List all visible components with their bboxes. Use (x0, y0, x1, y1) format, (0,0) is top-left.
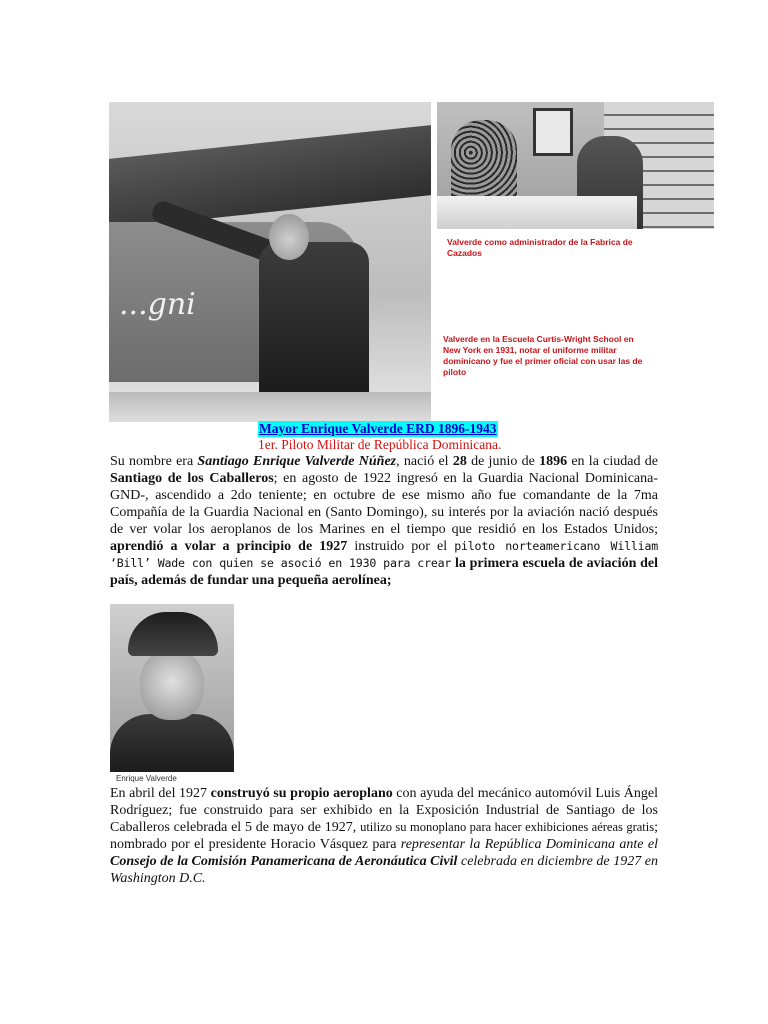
office-photo-caption: Valverde como administrador de la Fabrica de Cazados (447, 237, 633, 258)
text-run: , nació el (396, 454, 453, 469)
text-run: en la ciudad de (567, 454, 658, 469)
school-photo-caption: Valverde en la Escuela Curtis-Wright School en New York en 1931, notar el uniforme militar dominicano y fue el primer oficial con usar las de piloto (443, 334, 643, 377)
text-run: con ayuda del mecánico automóvil Luis Ángel Rodríguez; fue construido para ser exhibido en la Exposición Industrial de Santiago de los Caballeros celebrada el 5 de mayo de 1927, (110, 786, 658, 835)
full-name: Santiago Enrique Valverde Núñez (197, 454, 397, 469)
birth-city: Santiago de los Caballeros (110, 471, 274, 486)
built-airplane: construyó su propio aeroplano (210, 786, 393, 801)
portrait-caption: Enrique Valverde (116, 774, 177, 783)
portrait-photo (110, 604, 234, 772)
text-run: ; nombrado por el presidente Horacio Vásquez para (110, 820, 658, 852)
aviator-head (269, 214, 309, 260)
desk (437, 196, 637, 229)
birth-year: 1896 (539, 454, 568, 469)
plane-script-text: ...gni (119, 287, 196, 322)
office-photo (437, 102, 714, 229)
biography-paragraph-1 (110, 453, 658, 589)
military-cap (128, 612, 218, 656)
text-run: ; en agosto de 1922 ingresó en la Guardia Nacional Dominicana-GND-, ascendido a 2do teniente; en octubre de ese mismo año fue comandante de la 7ma Compañía de la Guardia Nacional en (Santo Domingo), su interés por la aviación nació después de ver volar los aeroplanos de los Marines en el tiempo que residió en los Estados Unidos; (110, 471, 658, 537)
wall-portrait (533, 108, 573, 156)
learned-to-fly: aprendió a volar a principio de 1927 (110, 539, 348, 554)
text-run: Su nombre era (110, 454, 198, 469)
face (140, 650, 204, 720)
page-title: Mayor Enrique Valverde ERD 1896-1943 (259, 421, 497, 436)
first-aviation-school: la primera escuela de aviación del país, además de fundar una pequeña aerolínea; (110, 556, 658, 588)
text-run-italic: representar la República Dominicana ante el (400, 837, 658, 852)
commission-name: Consejo de la Comisión Panamericana de Aeronáutica Civil (110, 854, 458, 869)
ground (109, 392, 431, 422)
birth-day: 28 (452, 454, 467, 469)
text-run: de junio de (466, 454, 540, 469)
text-run-mono: piloto norteamericano William ‘Bill’ Wade con quien se asoció en 1930 para crear (110, 539, 659, 570)
biography-paragraph-2 (110, 785, 658, 887)
text-run: instruido por el (347, 539, 455, 554)
aviator-photo (109, 102, 431, 422)
page-subtitle: 1er. Piloto Militar de República Dominicana. (258, 437, 502, 452)
text-run-italic: celebrada en diciembre de 1927 en Washington D.C. (110, 854, 658, 886)
text-run-small: utilizo su monoplano para hacer exhibiciones aéreas gratis (360, 820, 655, 834)
uniform (110, 714, 234, 772)
text-run: En abril del 1927 (110, 786, 211, 801)
aviator-figure (259, 242, 369, 402)
